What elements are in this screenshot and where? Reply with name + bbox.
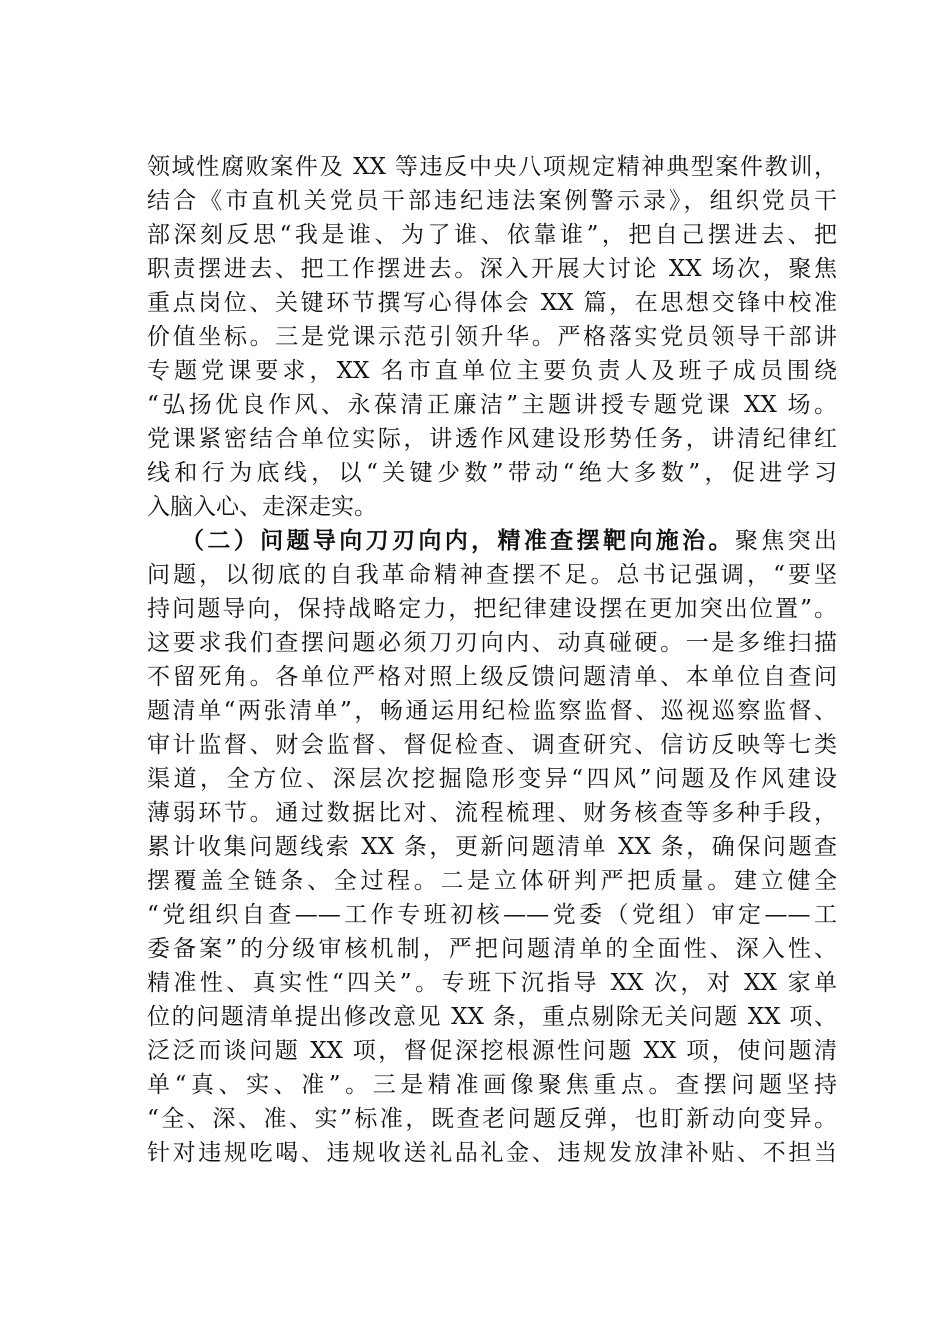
- section-heading-tail: 聚焦突出: [734, 528, 837, 554]
- section-heading: （二）问题导向刀刃向内，精准查摆靶向施治。: [181, 527, 735, 554]
- text-line: 入脑入心、走深走实。: [147, 494, 377, 520]
- text-line: 问题，以彻底的自我革命精神查摆不足。总书记强调，“要坚: [147, 562, 837, 588]
- text-line: 泛泛而谈问题 XX 项，督促深挖根源性问题 XX 项，使问题清: [147, 1038, 837, 1064]
- text-line: 领域性腐败案件及 XX 等违反中央八项规定精神典型案件教训，: [147, 154, 837, 180]
- body-text: [147, 150, 837, 1170]
- text-line: 不留死角。各单位严格对照上级反馈问题清单、本单位自查问: [147, 664, 837, 690]
- text-line: 专题党课要求，XX 名市直单位主要负责人及班子成员围绕: [147, 358, 837, 384]
- text-line: “党组织自查——工作专班初核——党委（党组）审定——工: [147, 902, 837, 928]
- text-line: 摆覆盖全链条、全过程。二是立体研判严把质量。建立健全: [147, 868, 837, 894]
- text-line: “弘扬优良作风、永葆清正廉洁”主题讲授专题党课 XX 场。: [147, 392, 837, 418]
- text-line: 位的问题清单提出修改意见 XX 条，重点剔除无关问题 XX 项、: [147, 1004, 837, 1030]
- text-line: 这要求我们查摆问题必须刀刃向内、动真碰硬。一是多维扫描: [147, 630, 837, 656]
- text-line: 持问题导向，保持战略定力，把纪律建设摆在更加突出位置”。: [147, 596, 837, 622]
- text-line: 精准性、真实性“四关”。专班下沉指导 XX 次，对 XX 家单: [147, 970, 837, 996]
- text-line: 累计收集问题线索 XX 条，更新问题清单 XX 条，确保问题查: [147, 834, 837, 860]
- text-line: “全、深、准、实”标准，既查老问题反弹，也盯新动向变异。: [147, 1106, 837, 1132]
- text-line: 重点岗位、关键环节撰写心得体会 XX 篇，在思想交锋中校准: [147, 290, 837, 316]
- text-line: 结合《市直机关党员干部违纪违法案例警示录》，组织党员干: [147, 188, 837, 214]
- text-line: 职责摆进去、把工作摆进去。深入开展大讨论 XX 场次，聚焦: [147, 256, 837, 282]
- text-line: 委备案”的分级审核机制，严把问题清单的全面性、深入性、: [147, 936, 837, 962]
- text-line: 线和行为底线，以“关键少数”带动“绝大多数”，促进学习: [147, 460, 837, 486]
- text-line: 审计监督、财会监督、督促检查、调查研究、信访反映等七类: [147, 732, 837, 758]
- text-line: 价值坐标。三是党课示范引领升华。严格落实党员领导干部讲: [147, 324, 837, 350]
- text-line: 党课紧密结合单位实际，讲透作风建设形势任务，讲清纪律红: [147, 426, 837, 452]
- section-heading-line: [147, 524, 837, 558]
- text-line: 题清单“两张清单”，畅通运用纪检监察监督、巡视巡察监督、: [147, 698, 837, 724]
- text-line: 渠道，全方位、深层次挖掘隐形变异“四风”问题及作风建设: [147, 766, 837, 792]
- text-line: 部深刻反思“我是谁、为了谁、依靠谁”，把自己摆进去、把: [147, 222, 837, 248]
- text-line: 针对违规吃喝、违规收送礼品礼金、违规发放津补贴、不担当: [147, 1140, 837, 1166]
- text-line: 单“真、实、准”。三是精准画像聚焦重点。查摆问题坚持: [147, 1072, 837, 1098]
- text-line: 薄弱环节。通过数据比对、流程梳理、财务核查等多种手段，: [147, 800, 837, 826]
